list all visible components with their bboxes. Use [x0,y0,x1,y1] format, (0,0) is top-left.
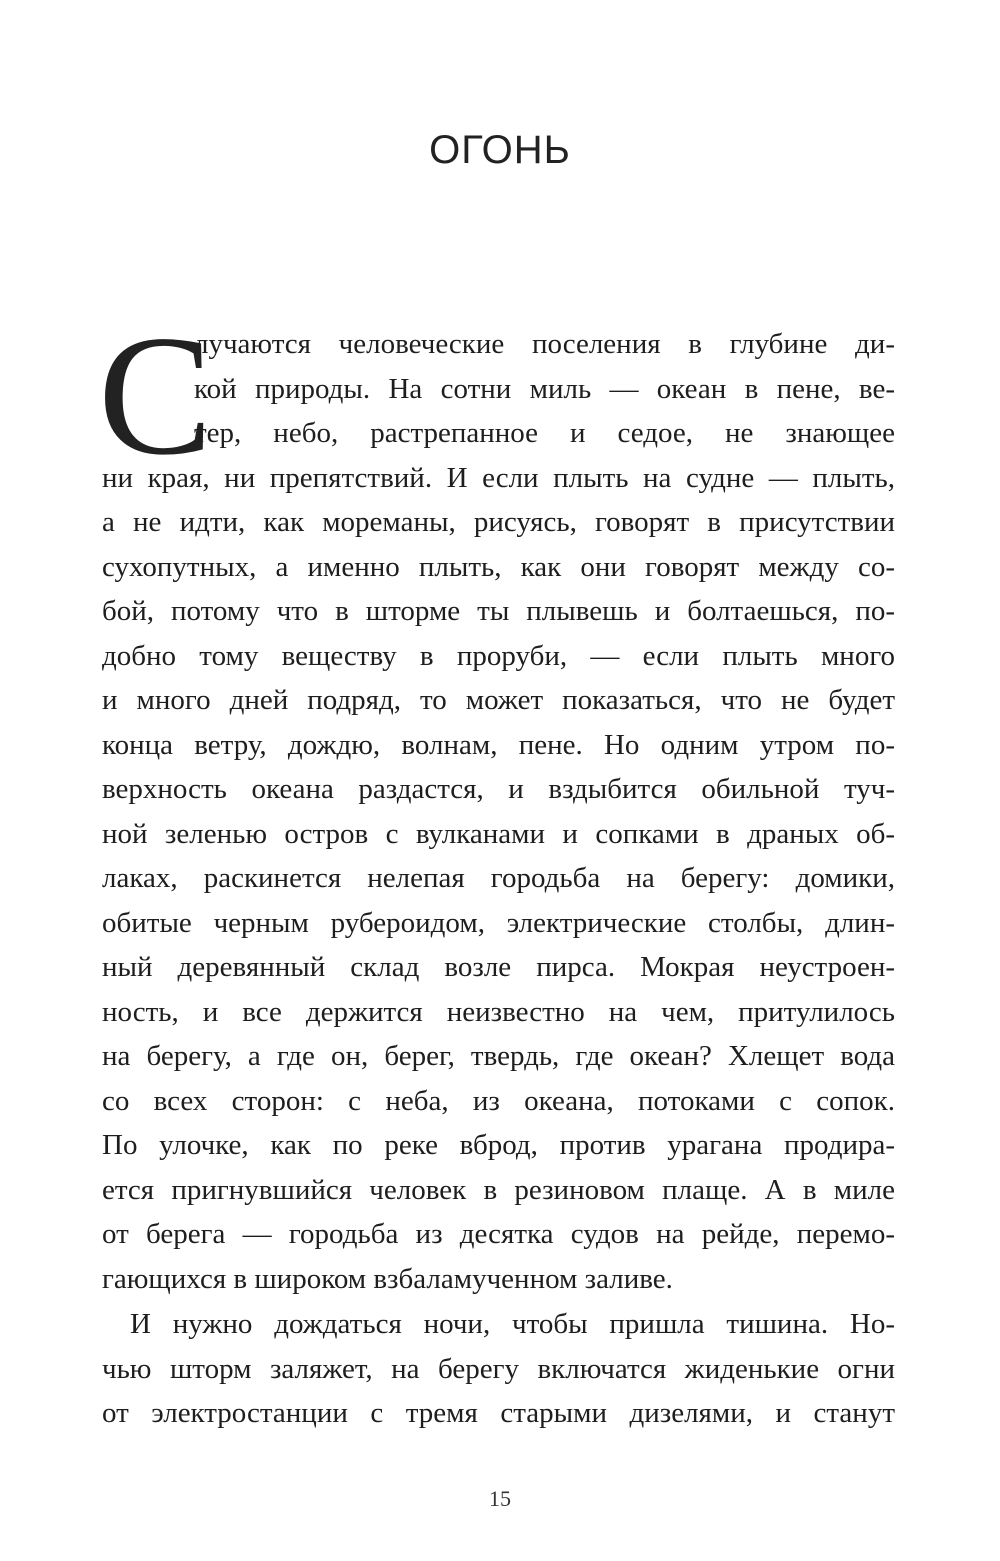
text-line: чью шторм заляжет, на берегу включатся жиденькие огни [102,1352,895,1385]
text-line: от берега — городьба из десятка судов на рейде, перемо- [102,1218,895,1250]
text-line: от электростанции с тремя старыми дизелями, и станут [102,1397,895,1429]
text-line: По улочке, как по реке вброд, против урагана продира- [102,1129,895,1161]
text-line: гающихся в широком взбаламученном заливе. [102,1262,673,1295]
text-line: ный деревянный склад возле пирса. Мокрая неустроен- [102,951,895,983]
page-number: 15 [489,1486,511,1511]
text-line: ни края, ни препятствий. И если плыть на судне — плыть, [102,461,895,494]
text-line: сухопутных, а именно плыть, как они говорят между со- [102,550,895,583]
text-line: кой природы. На сотни миль — океан в пене, ве- [194,372,895,405]
chapter-title: ОГОНЬ [429,128,571,172]
text-line: и много дней подряд, то может показаться, что не будет [102,684,895,716]
body-text [102,322,895,1436]
text-line: лучаются человеческие поселения в глубине ди- [194,328,895,360]
text-line: ность, и все держится неизвестно на чем, притулилось [102,995,895,1028]
text-line: а не идти, как мореманы, рисуясь, говорят в присутствии [102,506,895,538]
text-line: тер, небо, растрепанное и седое, не знающее [194,417,895,449]
text-line: ной зеленью остров с вулканами и сопками в драных об- [102,817,895,850]
text-line: ется пригнувшийся человек в резиновом плаще. А в миле [102,1173,895,1206]
text-line: И нужно дождаться ночи, чтобы пришла тишина. Но- [130,1308,895,1340]
text-line: верхность океана раздастся, и вздыбится обильной туч- [102,773,895,805]
text-line: обитые черным рубероидом, электрические столбы, длин- [102,906,895,939]
text-line: на берегу, а где он, берег, твердь, где океан? Хлещет вода [102,1040,895,1072]
text-line: со всех сторон: с неба, из океана, потоками с сопок. [102,1084,895,1117]
text-line: добно тому веществу в проруби, — если плыть много [102,639,895,672]
text-line: лаках, раскинется нелепая городьба на берегу: домики, [102,862,895,894]
drop-cap: С [98,301,213,491]
text-line: конца ветру, дождю, волнам, пене. Но одним утром по- [102,728,895,761]
text-line: бой, потому что в шторме ты плывешь и болтаешься, по- [102,595,895,627]
